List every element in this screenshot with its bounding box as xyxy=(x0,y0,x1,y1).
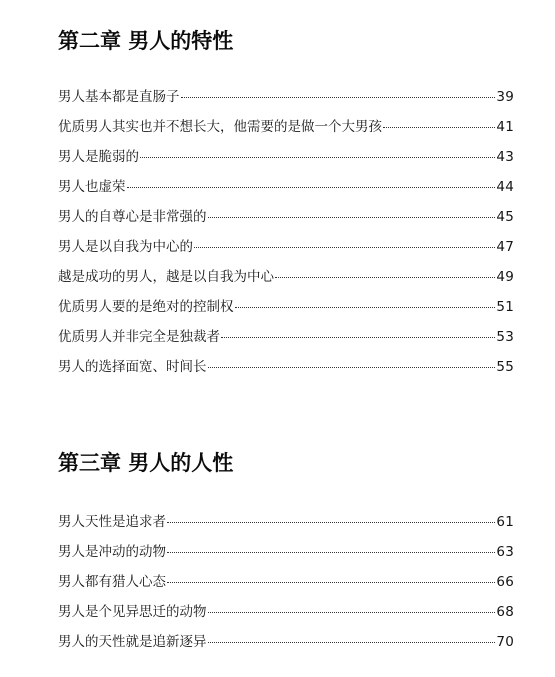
toc-entry[interactable] xyxy=(58,507,514,537)
dot-leader xyxy=(167,582,495,583)
toc-entry-page: 43 xyxy=(496,149,514,165)
dot-leader xyxy=(235,307,496,308)
toc-entry-title: 男人都有猎人心态 xyxy=(58,574,166,590)
toc-entry-title: 男人天性是追求者 xyxy=(58,514,166,530)
chapter-2-section xyxy=(58,26,514,382)
toc-entry-title: 男人是个见异思迁的动物 xyxy=(58,604,207,620)
toc-list xyxy=(58,82,514,382)
toc-entry[interactable] xyxy=(58,597,514,627)
toc-entry[interactable] xyxy=(58,112,514,142)
toc-entry-page: 61 xyxy=(496,514,514,530)
toc-entry-page: 49 xyxy=(496,269,514,285)
toc-entry-title: 优质男人要的是绝对的控制权 xyxy=(58,299,234,315)
toc-entry-title: 男人是以自我为中心的 xyxy=(58,239,193,255)
dot-leader xyxy=(208,642,496,643)
toc-entry-page: 47 xyxy=(496,239,514,255)
toc-entry[interactable] xyxy=(58,567,514,597)
toc-entry[interactable] xyxy=(58,262,514,292)
toc-entry-title: 男人基本都是直肠子 xyxy=(58,89,180,105)
toc-entry[interactable] xyxy=(58,142,514,172)
toc-entry-title: 优质男人并非完全是独裁者 xyxy=(58,329,220,345)
toc-entry-page: 55 xyxy=(496,359,514,375)
dot-leader xyxy=(275,277,495,278)
dot-leader xyxy=(140,157,495,158)
toc-entry-title: 男人是冲动的动物 xyxy=(58,544,166,560)
dot-leader xyxy=(208,612,496,613)
dot-leader xyxy=(181,97,496,98)
toc-entry-title: 越是成功的男人，越是以自我为中心 xyxy=(58,269,274,285)
toc-entry-page: 53 xyxy=(496,329,514,345)
toc-entry[interactable] xyxy=(58,292,514,322)
toc-entry-page: 39 xyxy=(496,89,514,105)
toc-entry[interactable] xyxy=(58,202,514,232)
toc-entry-page: 44 xyxy=(496,179,514,195)
toc-entry[interactable] xyxy=(58,537,514,567)
toc-entry[interactable] xyxy=(58,352,514,382)
toc-entry[interactable] xyxy=(58,322,514,352)
toc-entry[interactable] xyxy=(58,627,514,657)
dot-leader xyxy=(167,552,495,553)
toc-entry-title: 男人的天性就是追新逐异 xyxy=(58,634,207,650)
chapter-3-section xyxy=(58,448,514,657)
toc-entry[interactable] xyxy=(58,232,514,262)
toc-entry-title: 优质男人其实也并不想长大，他需要的是做一个大男孩 xyxy=(58,119,382,135)
toc-entry-page: 63 xyxy=(496,544,514,560)
chapter-title: 第三章 男人的人性 xyxy=(58,450,234,475)
dot-leader xyxy=(208,367,496,368)
toc-entry-page: 68 xyxy=(496,604,514,620)
dot-leader xyxy=(194,247,495,248)
toc-entry-title: 男人的选择面宽、时间长 xyxy=(58,359,207,375)
dot-leader xyxy=(221,337,495,338)
toc-entry-page: 41 xyxy=(496,119,514,135)
toc-list xyxy=(58,507,514,657)
dot-leader xyxy=(383,127,495,128)
toc-entry-page: 51 xyxy=(496,299,514,315)
toc-entry-page: 45 xyxy=(496,209,514,225)
dot-leader xyxy=(127,187,496,188)
toc-entry[interactable] xyxy=(58,172,514,202)
chapter-title: 第二章 男人的特性 xyxy=(58,28,234,53)
dot-leader xyxy=(208,217,496,218)
dot-leader xyxy=(167,522,495,523)
toc-entry-title: 男人也虚荣 xyxy=(58,179,126,195)
toc-entry-title: 男人的自尊心是非常强的 xyxy=(58,209,207,225)
toc-entry-page: 66 xyxy=(496,574,514,590)
toc-entry-page: 70 xyxy=(496,634,514,650)
toc-entry[interactable] xyxy=(58,82,514,112)
toc-entry-title: 男人是脆弱的 xyxy=(58,149,139,165)
